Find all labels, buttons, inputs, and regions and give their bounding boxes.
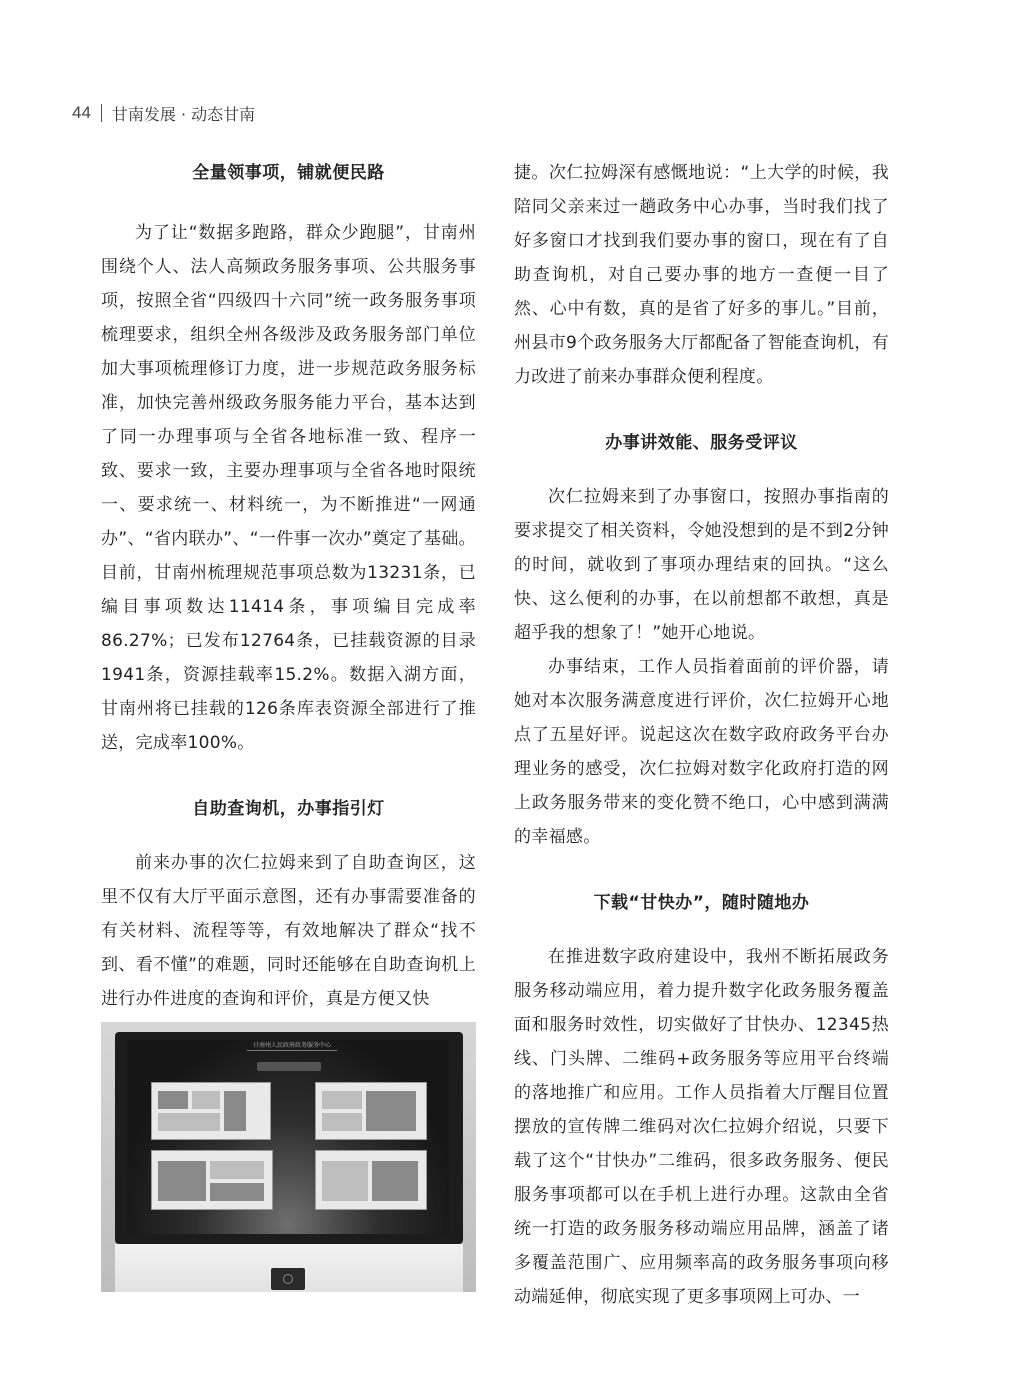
heading-full-items: 全量领事项，铺就便民路 xyxy=(192,163,385,183)
floor-plan-panel xyxy=(151,1082,271,1140)
right-column xyxy=(514,156,889,1314)
paragraph-data-run: 为了让“数据多跑路，群众少跑腿”，甘南州围绕个人、法人高频政务服务事项、公共服务事项，按照全省“四级四十六同”统一政务服务事项梳理要求，组织全州各级涉及政务服务部门单位加大事项梳理修订力度，进一步规范政务服务标准，加快完善州级政务服务能力平台，基本达到了同一办理事项与全省各地标准一致、程序一致、要求一致，主要办理事项与全省各地时限统一、要求统一、材料统一，为不断推进“一网通办”、“省内联办”、“一件事一次办”奠定了基础。目前，甘南州梳理规范事项总数为13231条，已编目事项数达11414条，事项编目完成率86.27%；已发布12764条，已挂载资源的目录1941条，资源挂载率15.2%。数据入湖方面，甘南州将已挂载的126条库表资源全部进行了推送，完成率100%。 xyxy=(101,223,476,753)
section-title: 甘南发展 · 动态甘南 xyxy=(111,104,256,124)
heading-efficiency-evaluation: 办事讲效能、服务受评议 xyxy=(605,433,798,453)
card-reader xyxy=(271,1268,305,1290)
floor-plan-panel xyxy=(315,1150,427,1210)
paragraph-evaluation: 办事结束，工作人员指着面前的评价器，请她对本次服务满意度进行评价，次仁拉姆开心地点了五星好评。说起这次在数字政府政务平台办理业务的感受，次仁拉姆对数字化政府打造的网上政务服务带来的变化赞不绝口，心中感到满满的幸福感。 xyxy=(514,657,889,847)
paragraph-service-window: 次仁拉姆来到了办事窗口，按照办事指南的要求提交了相关资料，令她没想到的是不到2分钟的时间，就收到了事项办理结束的回执。“这么快、这么便利的办事，在以前想都不敢想，真是超乎我的想象了！”她开心地说。 xyxy=(514,487,889,643)
kiosk-photo xyxy=(101,1022,476,1292)
header-divider xyxy=(101,104,102,122)
heading-self-service-kiosk: 自助查询机，办事指引灯 xyxy=(192,799,385,819)
screen-title: 甘南州人民政府政务服务中心 xyxy=(247,1042,337,1051)
left-column xyxy=(101,156,476,1016)
floor-plan-panel xyxy=(315,1082,427,1140)
kiosk-screen xyxy=(127,1040,449,1234)
paragraph-kiosk-continued: 捷。次仁拉姆深有感慨地说：“上大学的时候，我陪同父亲来过一趟政务中心办事，当时我们找了好多窗口才找到我们要办事的窗口，现在有了自助查询机，对自己要办事的地方一查便一目了然、心中有数，真的是省了好多的事儿。”目前，州县市9个政务服务大厅都配备了智能查询机，有力改进了前来办事群众便利程度。 xyxy=(514,163,889,387)
paragraph-kiosk-area: 前来办事的次仁拉姆来到了自助查询区，这里不仅有大厅平面示意图，还有办事需要准备的有关材料、流程等等，有效地解决了群众“找不到、看不懂”的难题，同时还能够在自助查询机上进行办件进度的查询和评价，真是方便又快 xyxy=(101,853,476,1009)
page-header xyxy=(72,100,255,126)
floor-plan-panel xyxy=(151,1150,273,1210)
page-number: 44 xyxy=(72,103,91,122)
paragraph-mobile-app: 在推进数字政府建设中，我州不断拓展政务服务移动端应用，着力提升数字化政务服务覆盖面和服务时效性，切实做好了甘快办、12345热线、门头牌、二维码+政务服务等应用平台终端的落地推广和应用。工作人员指着大厅醒目位置摆放的宣传牌二维码对次仁拉姆介绍说，只要下载了这个“甘快办”二维码，很多政务服务、便民服务事项都可以在手机上进行办理。这款由全省统一打造的政务服务移动端应用品牌，涵盖了诸多覆盖范围广、应用频率高的政务服务事项向移动端延伸，彻底实现了更多事项网上可办、一 xyxy=(514,947,889,1307)
heading-gankuaiban: 下载“甘快办”，随时随地办 xyxy=(593,893,810,913)
screen-tab xyxy=(257,1062,321,1071)
